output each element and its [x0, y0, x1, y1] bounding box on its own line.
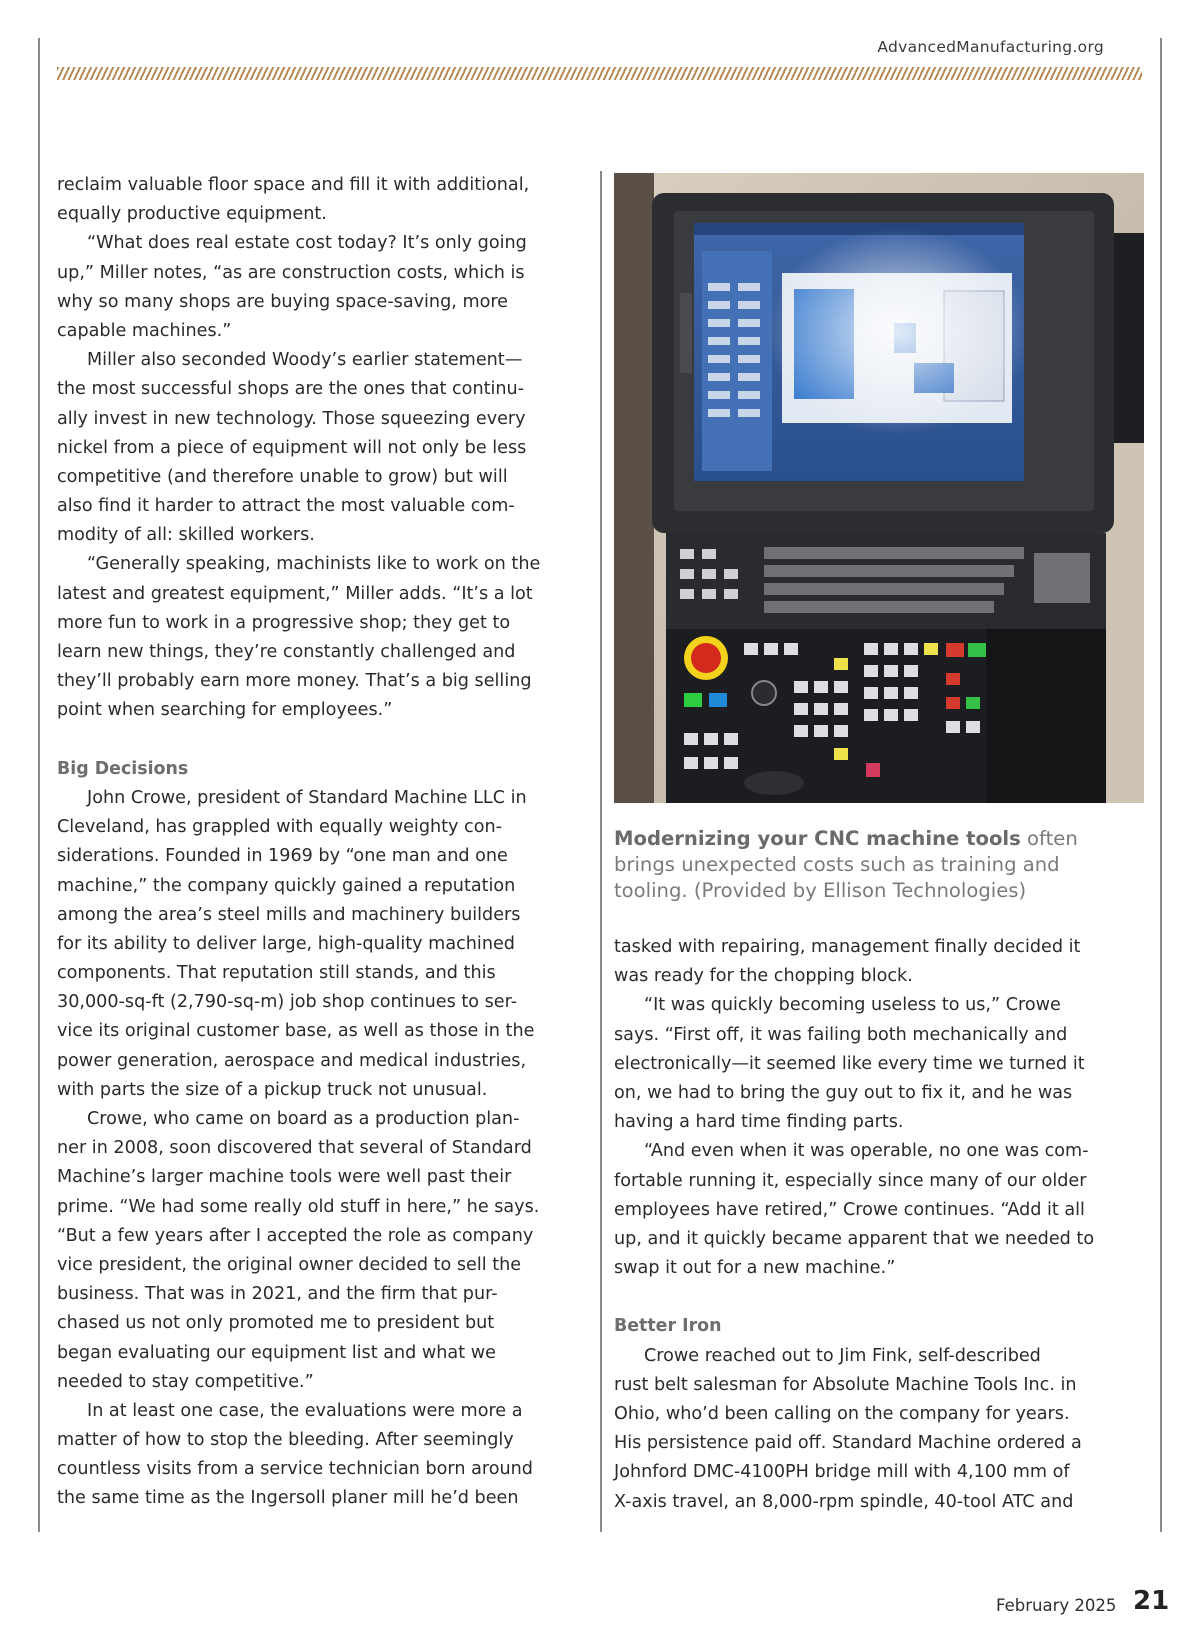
page-number: 21 — [1133, 1586, 1170, 1616]
text-line: Johnford DMC-4100PH bridge mill with 4,100 mm of — [614, 1462, 1070, 1483]
text-line: Ohio, who’d been calling on the company for years. — [614, 1404, 1070, 1424]
text-line: also find it harder to attract the most valuable com- — [57, 496, 515, 517]
text-line: was ready for the chopping block. — [614, 966, 913, 987]
text-line: swap it out for a new machine.” — [614, 1258, 896, 1279]
text-line: Miller also seconded Woody’s earlier statement— — [87, 350, 523, 371]
text-line: power generation, aerospace and medical industries, — [57, 1050, 527, 1071]
text-line: business. That was in 2021, and the firm that pur- — [57, 1284, 498, 1305]
text-line: prime. “We had some really old stuff in here,” he says. — [57, 1196, 540, 1217]
text-line: with parts the size of a pickup truck not unusual. — [57, 1079, 488, 1100]
text-line: having a hard time finding parts. — [614, 1112, 904, 1133]
text-line: learn new things, they’re constantly challenged and — [57, 642, 516, 662]
text-line: siderations. Founded in 1969 by “one man and one — [57, 846, 508, 867]
text-line: employees have retired,” Crowe continues. “Add it all — [614, 1199, 1085, 1220]
text-line: matter of how to stop the bleeding. After seemingly — [57, 1430, 514, 1451]
text-line: rust belt salesman for Absolute Machine Tools Inc. in — [614, 1374, 1077, 1395]
text-line: needed to stay competitive.” — [57, 1371, 314, 1392]
text-line: more fun to work in a progressive shop; they get to — [57, 612, 511, 633]
right-column-text — [614, 933, 1149, 1517]
text-line: ner in 2008, soon discovered that several of Standard — [57, 1138, 532, 1159]
text-line: vice president, the original owner decided to sell the — [57, 1254, 522, 1275]
text-line: “But a few years after I accepted the role as company — [57, 1225, 534, 1246]
text-line: for its ability to deliver large, high-quality machined — [57, 933, 515, 954]
issue-date: February 2025 — [996, 1596, 1117, 1615]
section-heading: Big Decisions — [57, 758, 189, 779]
text-line: Crowe reached out to Jim Fink, self-described — [644, 1345, 1041, 1366]
header-hatch-bar — [57, 67, 1142, 80]
text-line: ally invest in new technology. Those squeezing every — [57, 408, 526, 429]
text-line: “And even when it was operable, no one was com- — [644, 1141, 1089, 1162]
text-line: equally productive equipment. — [57, 204, 327, 225]
right-margin-rule — [1160, 38, 1162, 1532]
text-line: fortable running it, especially since many of our older — [614, 1170, 1087, 1191]
text-line: vice its original customer base, as well as those in the — [57, 1021, 535, 1042]
text-line: Machine’s larger machine tools were well past their — [57, 1167, 512, 1188]
text-line: Crowe, who came on board as a production plan- — [87, 1109, 520, 1129]
text-line: “What does real estate cost today? It’s only going — [87, 233, 527, 254]
caption-line-3: tooling. (Provided by Ellison Technologies) — [614, 879, 1027, 902]
text-line: “It was quickly becoming useless to us,” Crowe — [644, 995, 1061, 1016]
text-line: electronically—it seemed like every time we turned it — [614, 1053, 1085, 1074]
text-line: on, we had to bring the guy out to fix it, and he was — [614, 1082, 1073, 1103]
text-line: modity of all: skilled workers. — [57, 525, 315, 546]
text-line: machine,” the company quickly gained a reputation — [57, 875, 516, 896]
text-line: began evaluating our equipment list and what we — [57, 1342, 496, 1363]
text-line: the same time as the Ingersoll planer mill he’d been — [57, 1488, 519, 1509]
text-line: In at least one case, the evaluations were more a — [87, 1400, 523, 1421]
text-line: His persistence paid off. Standard Machine ordered a — [614, 1433, 1082, 1454]
text-line: the most successful shops are the ones that continu- — [57, 379, 525, 400]
text-line: why so many shops are buying space-saving, more — [57, 291, 509, 312]
text-line: they’ll probably earn more money. That’s a big selling — [57, 671, 532, 692]
paragraph-gap — [57, 726, 582, 755]
column-divider-rule — [600, 171, 602, 1532]
text-line: 30,000-sq-ft (2,790-sq-m) job shop continues to ser- — [57, 992, 518, 1013]
left-column-text — [57, 171, 582, 1514]
paragraph-gap — [614, 1283, 1149, 1312]
caption-bold-lead: Modernizing your CNC machine tools — [614, 827, 1021, 850]
caption-line-2: brings unexpected costs such as training and — [614, 853, 1060, 876]
text-line: “Generally speaking, machinists like to work on the — [87, 554, 541, 575]
text-line: latest and greatest equipment,” Miller adds. “It’s a lot — [57, 583, 533, 604]
text-line: countless visits from a service technician born around — [57, 1459, 533, 1480]
text-line: nickel from a piece of equipment will not only be less — [57, 437, 527, 458]
text-line: says. “First off, it was failing both mechanically and — [614, 1024, 1068, 1045]
photo-caption — [614, 826, 1149, 904]
text-line: point when searching for employees.” — [57, 700, 393, 721]
text-line: competitive (and therefore unable to grow) but will — [57, 466, 508, 487]
section-heading: Better Iron — [614, 1316, 722, 1337]
text-line: among the area’s steel mills and machinery builders — [57, 904, 521, 925]
text-line: John Crowe, president of Standard Machine LLC in — [87, 787, 527, 808]
text-line: X-axis travel, an 8,000-rpm spindle, 40-tool ATC and — [614, 1491, 1074, 1512]
cnc-control-panel-photo — [614, 173, 1144, 803]
text-line: tasked with repairing, management finally decided it — [614, 937, 1081, 957]
text-line: reclaim valuable floor space and fill it with additional, — [57, 175, 530, 195]
text-line: up, and it quickly became apparent that we needed to — [614, 1228, 1095, 1249]
text-line: components. That reputation still stands, and this — [57, 963, 496, 984]
site-url: AdvancedManufacturing.org — [877, 38, 1104, 56]
caption-line-1: often — [1020, 827, 1078, 850]
text-line: capable machines.” — [57, 320, 232, 341]
text-line: Cleveland, has grappled with equally weighty con- — [57, 817, 502, 838]
text-line: chased us not only promoted me to president but — [57, 1313, 495, 1334]
text-line: up,” Miller notes, “as are construction costs, which is — [57, 262, 525, 283]
left-margin-rule — [38, 38, 40, 1532]
